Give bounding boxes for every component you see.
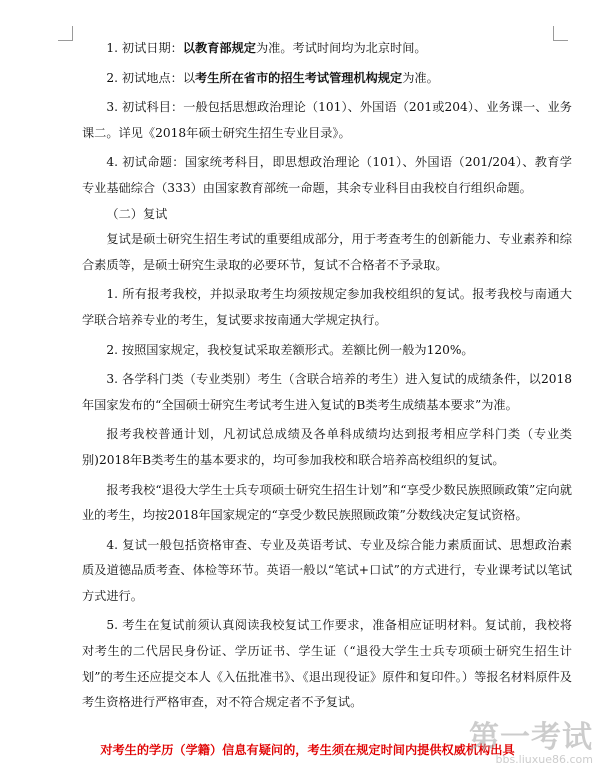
paragraph-exam-date: 1. 初试日期：以教育部规定为准。考试时间均为北京时间。 bbox=[106, 41, 427, 55]
paragraph-retest-3: 3. 各学科门类（专业类别）考生（含联合培养的考生）进入复试的成绩条件，以2018年国家发布的“全国硕士研究生考试考生进入复试的B类考生成绩基本要求”为准。 bbox=[82, 372, 572, 412]
paragraph-exam-proposition: 4. 初试命题：国家统考科目，即思想政治理论（101）、外国语（201/204）、教育学专业基础综合（333）由国家教育部统一命题，其余专业科目由我校自行组织命题。 bbox=[82, 155, 572, 195]
crop-mark-top-left bbox=[58, 26, 73, 41]
paragraph-regular-plan: 报考我校普通计划，凡初试总成绩及各单科成绩均达到报考相应学科门类（专业类别)2018年B类考生的基本要求的，均可参加我校和联合培养高校组织的复试。 bbox=[82, 427, 572, 467]
watermark-url: bbs.liuxue86.com bbox=[495, 753, 593, 766]
paragraph-exam-subjects: 3. 初试科目：一般包括思想政治理论（101）、外国语（201或204）、业务课一、业务课二。详见《2018年硕士研究生招生专业目录》。 bbox=[82, 100, 572, 140]
section-heading-retest: （二）复试 bbox=[106, 206, 168, 221]
paragraph-retest-4: 4. 复试一般包括资格审查、专业及英语考试、专业及综合能力素质面试、思想政治素质及道德品质考查、体检等环节。英语一般以“笔试+口试”的方式进行，专业课考试以笔试方式进行。 bbox=[82, 537, 572, 603]
document-body bbox=[82, 36, 572, 716]
red-notice-text: 对考生的学历（学籍）信息有疑问的，考生须在规定时间内提供权威机构出具 bbox=[100, 743, 515, 757]
paragraph-retest-5: 5. 考生在复试前须认真阅读我校复试工作要求，准备相应证明材料。复试前，我校将对考生的二代居民身份证、学历证书、学生证（“退役大学生士兵专项硕士研究生招生计划”的考生还应提交本人《入伍批准书》、《退出现役证》原件和复印件。）等报名材料原件及考生资格进行严格审查，对不符合规定者不予复试。 bbox=[82, 618, 572, 710]
paragraph-retest-1: 1. 所有报考我校，并拟录取考生均须按规定参加我校组织的复试。报考我校与南通大学联合培养专业的考生，复试要求按南通大学规定执行。 bbox=[82, 287, 572, 327]
paragraph-retest-intro: 复试是硕士研究生招生考试的重要组成部分，用于考查考生的创新能力、专业素养和综合素质等，是硕士研究生录取的必要环节，复试不合格者不予录取。 bbox=[82, 232, 572, 272]
paragraph-retest-2: 2. 按照国家规定，我校复试采取差额形式。差额比例一般为120%。 bbox=[106, 342, 474, 357]
paragraph-exam-location: 2. 初试地点：以考生所在省市的招生考试管理机构规定为准。 bbox=[106, 70, 439, 85]
paragraph-special-plan: 报考我校“退役大学生士兵专项硕士研究生招生计划”和“享受少数民族照顾政策”定向就业的考生，均按2018年国家规定的“享受少数民族照顾政策”分数线决定复试资格。 bbox=[82, 482, 572, 523]
watermark-logo-text: 第一考试 bbox=[469, 720, 593, 755]
site-watermark bbox=[469, 722, 593, 766]
